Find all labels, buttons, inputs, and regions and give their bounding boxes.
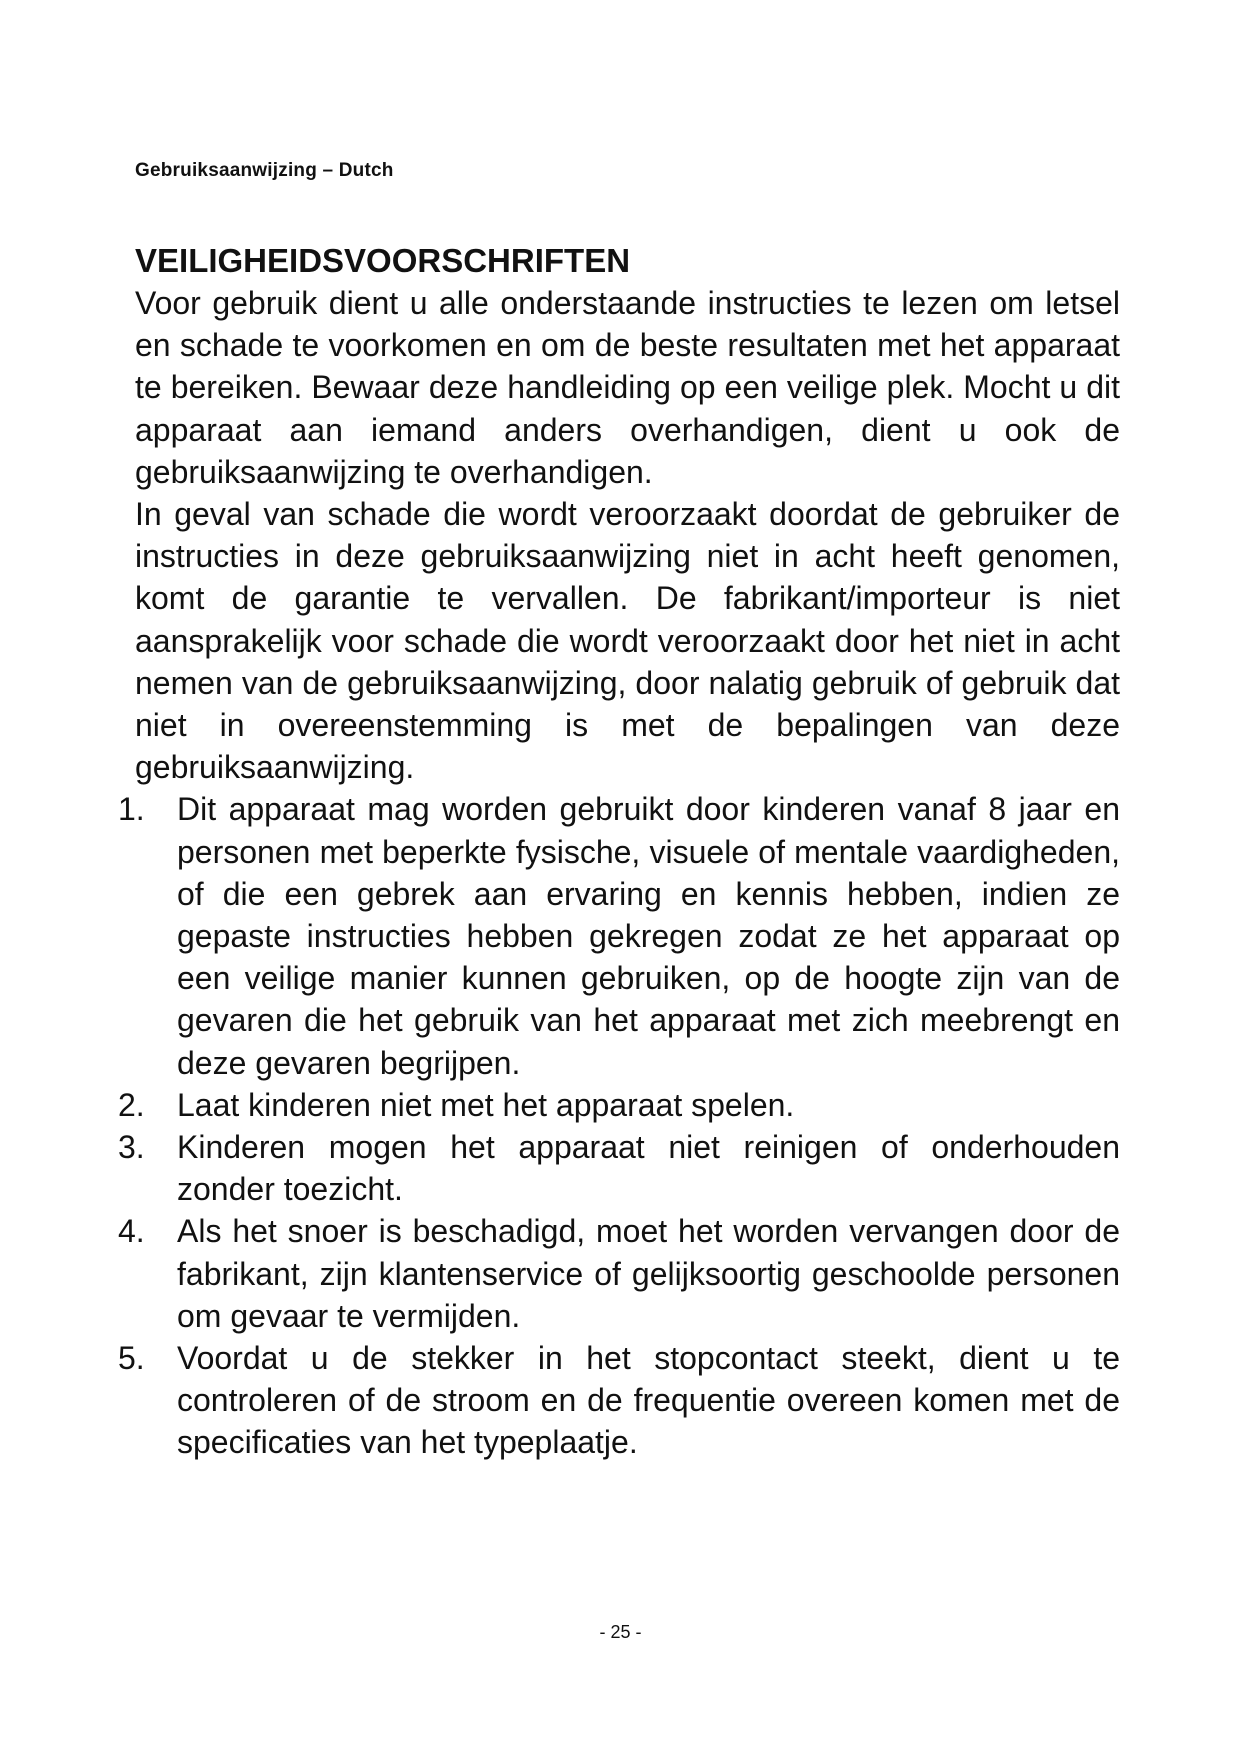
list-item <box>118 1084 1120 1126</box>
list-item-text: Voordat u de stekker in het stopcontact steekt, dient u te controleren of de stroom en de frequentie overeen komen met de specificaties van het typeplaatje. <box>177 1340 1120 1461</box>
list-item-text: Als het snoer is beschadigd, moet het worden vervangen door de fabrikant, zijn klantenservice of gelijksoortig geschoolde personen om gevaar te vermijden. <box>177 1213 1120 1334</box>
safety-list <box>118 788 1120 1463</box>
safety-section <box>118 240 1120 1464</box>
list-item <box>118 1210 1120 1337</box>
list-item-number: 2. <box>118 1086 145 1123</box>
intro-paragraph: Voor gebruik dient u alle onderstaande instructies te lezen om letsel en schade te voorkomen en om de beste resultaten met het apparaat te bereiken. Bewaar deze handleiding op een veilige plek. Mocht u dit apparaat aan iemand anders overhandigen, dient u ook de gebruiksaanwijzing te overhandigen. <box>135 285 1120 490</box>
list-item-number: 5. <box>118 1340 145 1377</box>
document-header: Gebruiksaanwijzing – Dutch <box>135 160 394 181</box>
list-item <box>118 788 1120 1083</box>
list-item-number: 4. <box>118 1213 145 1250</box>
list-item <box>118 1337 1120 1464</box>
list-item-number: 1. <box>118 791 145 828</box>
list-item-text: Laat kinderen niet met het apparaat spelen. <box>177 1086 795 1123</box>
list-item <box>118 1126 1120 1210</box>
list-item-text: Kinderen mogen het apparaat niet reinigen of onderhouden zonder toezicht. <box>177 1129 1120 1208</box>
list-item-number: 3. <box>118 1129 145 1166</box>
page-number: - 25 - <box>599 1622 642 1642</box>
list-item-text: Dit apparaat mag worden gebruikt door kinderen vanaf 8 jaar en personen met beperkte fysische, visuele of mentale vaardigheden, of die een gebrek aan ervaring en kennis hebben, indien ze gepaste instructies hebben gekregen zodat ze het apparaat op een veilige manier kunnen gebruiken, op de hoogte zijn van de gevaren die het gebruik van het apparaat met zich meebrengt en deze gevaren begrijpen. <box>177 791 1120 1081</box>
liability-paragraph: In geval van schade die wordt veroorzaakt doordat de gebruiker de instructies in deze gebruiksaanwijzing niet in acht heeft genomen, komt de garantie te vervallen. De fabrikant/importeur is niet aansprakelijk voor schade die wordt veroorzaakt door het niet in acht nemen van de gebruiksaanwijzing, door nalatig gebruik of gebruik dat niet in overeenstemming is met de bepalingen van deze gebruiksaanwijzing. <box>135 496 1120 786</box>
section-title: VEILIGHEIDSVOORSCHRIFTEN <box>135 242 631 279</box>
